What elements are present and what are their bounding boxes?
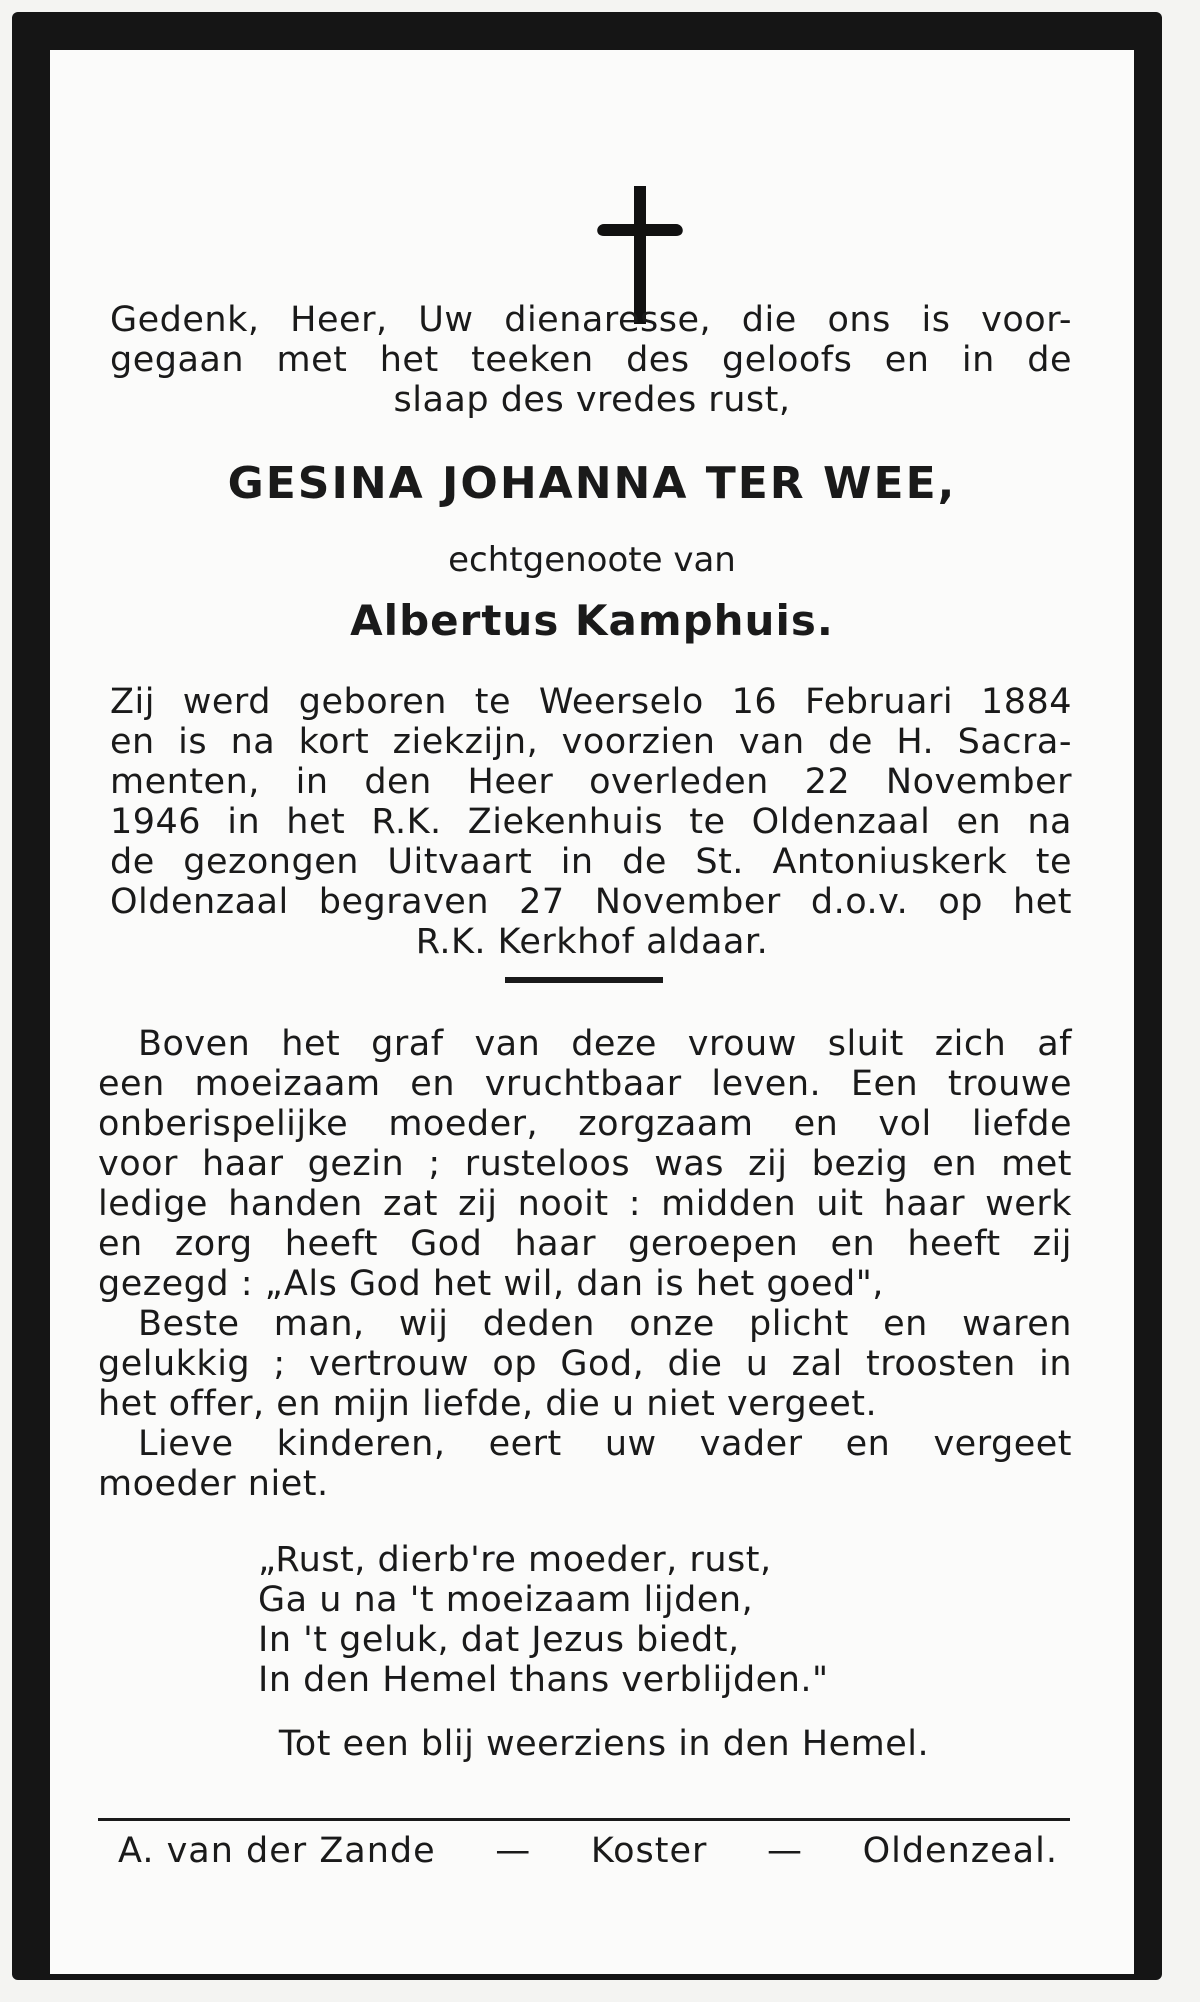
spouse-name: Albertus Kamphuis. xyxy=(350,596,834,645)
tribute-line-7: gezegd : „Als God het wil, dan is het goed", xyxy=(98,1264,884,1304)
printer-footer xyxy=(118,1826,1058,1876)
bio-line-7: R.K. Kerkhof aldaar. xyxy=(415,922,769,962)
prayer-line-1: Gedenk, Heer, Uw dienaresse, die ons is voor- xyxy=(110,300,1072,340)
tribute-line-9: gelukkig ; vertrouw op God, die u zal troosten in xyxy=(98,1344,1072,1384)
bio-line-5: de gezongen Uitvaart in de St. Antoniuskerk te xyxy=(110,842,1072,882)
tribute-line-12: moeder niet. xyxy=(98,1464,329,1504)
farewell-line: Tot een blij weerziens in den Hemel. xyxy=(278,1724,930,1764)
poem-line-1: „Rust, dierb're moeder, rust, xyxy=(258,1540,772,1580)
bio-line-2: en is na kort ziekzijn, voorzien van de H. Sacra- xyxy=(110,722,1072,762)
footer-dash-1: — xyxy=(495,1831,532,1871)
footer-dash-2: — xyxy=(766,1831,803,1871)
tribute-line-2: een moeizaam en vruchtbaar leven. Een trouwe xyxy=(98,1064,1072,1104)
tribute-line-10: het offer, en mijn liefde, die u niet vergeet. xyxy=(98,1384,878,1424)
bio-line-6: Oldenzaal begraven 27 November d.o.v. op het xyxy=(110,882,1072,922)
bio-line-4: 1946 in het R.K. Ziekenhuis te Oldenzaal en na xyxy=(110,802,1072,842)
tribute-line-11: Lieve kinderen, eert uw vader en vergeet xyxy=(138,1424,1072,1464)
tribute-line-5: ledige handen zat zij nooit : midden uit haar werk xyxy=(98,1184,1072,1224)
poem-line-3: In 't geluk, dat Jezus biedt, xyxy=(258,1620,740,1660)
footer-role: Koster xyxy=(590,1831,708,1871)
poem-line-4: In den Hemel thans verblijden." xyxy=(258,1660,829,1700)
tribute-line-8: Beste man, wij deden onze plicht en waren xyxy=(138,1304,1072,1344)
footer-divider xyxy=(98,1818,1070,1821)
prayer-line-2: gegaan met het teeken des geloofs en in de xyxy=(110,340,1072,380)
bio-line-3: menten, in den Heer overleden 22 November xyxy=(110,762,1072,802)
footer-place: Oldenzeal. xyxy=(862,1831,1058,1871)
poem-line-2: Ga u na 't moeizaam lijden, xyxy=(258,1580,754,1620)
footer-printer: A. van der Zande xyxy=(118,1831,436,1871)
tribute-line-6: en zorg heeft God haar geroepen en heeft zij xyxy=(98,1224,1072,1264)
tribute-line-3: onberispelijke moeder, zorgzaam en vol liefde xyxy=(98,1104,1072,1144)
deceased-name: GESINA JOHANNA TER WEE, xyxy=(227,458,957,509)
relation-label: echtgenoote van xyxy=(448,540,736,580)
tribute-line-4: voor haar gezin ; rusteloos was zij bezig en met xyxy=(98,1144,1072,1184)
prayer-line-3: slaap des vredes rust, xyxy=(393,380,791,420)
section-divider xyxy=(505,977,663,983)
bio-line-1: Zij werd geboren te Weerselo 16 Februari 1884 xyxy=(110,682,1072,722)
tribute-line-1: Boven het graf van deze vrouw sluit zich af xyxy=(138,1024,1072,1064)
